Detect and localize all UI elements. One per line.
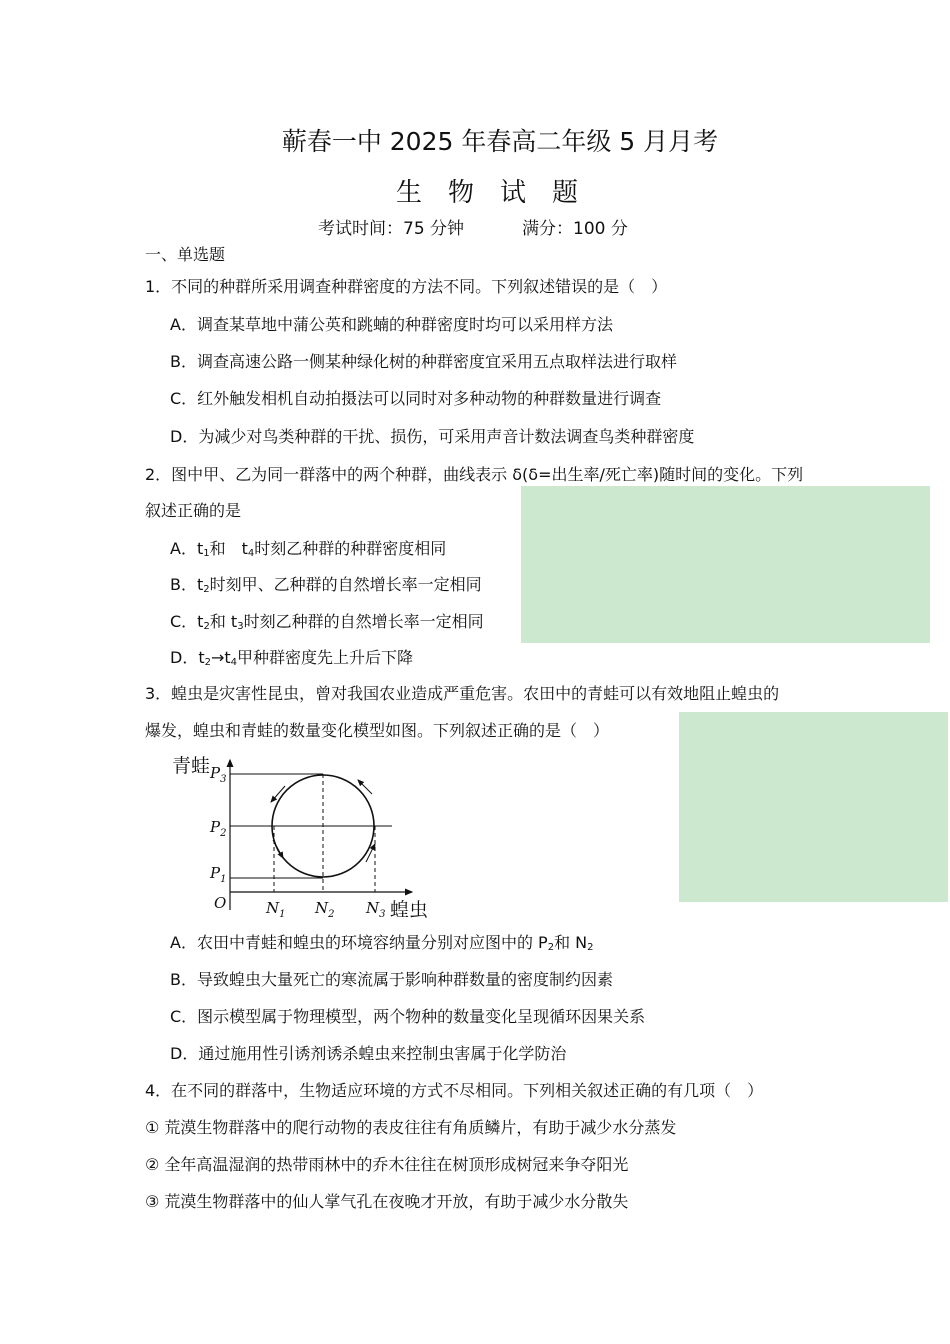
n3-label: $N_3$ [366,899,386,920]
q2-option-b: B．$t_2$时刻甲、乙种群的自然增长率一定相同 [170,575,482,595]
q3-figure-placeholder [679,712,948,902]
q2-option-a: A．$t_1$和 $t_4$时刻乙种群的种群密度相同 [170,539,447,559]
exam-title: 蕲春一中 2025 年春高二年级 5 月月考 [281,127,719,156]
q4-item-2: ② 全年高温湿润的热带雨林中的乔木往往在树顶形成树冠来争夺阳光 [145,1155,629,1174]
p2-label: $P_2$ [210,818,227,839]
q2-figure-placeholder [521,486,930,643]
arrow-bottom-right [366,844,375,862]
q1-option-c: C．红外触发相机自动拍摄法可以同时对多种动物的种群数量进行调查 [170,389,662,408]
n1-label: $N_1$ [266,899,286,920]
q4-item-1: ① 荒漠生物群落中的爬行动物的表皮往往有角质鳞片，有助于减少水分蒸发 [145,1118,677,1137]
q4-stem: 4．在不同的群落中，生物适应环境的方式不尽相同。下列相关叙述正确的有几项（ ） [145,1081,764,1100]
subject-title: 生物试题 [395,178,604,208]
predator-prey-diagram [170,748,440,923]
q4-item-3: ③ 荒漠生物群落中的仙人掌气孔在夜晚才开放，有助于减少水分散失 [145,1192,629,1211]
q3-option-a: A．农田中青蛙和蝗虫的环境容纳量分别对应图中的 $P_2$和 $N_2$ [170,933,594,953]
q1-option-a: A．调查某草地中蒲公英和跳蝻的种群密度时均可以采用样方法 [170,315,613,334]
q3-stem-line1: 3．蝗虫是灾害性昆虫，曾对我国农业造成严重危害。农田中的青蛙可以有效地阻止蝗虫的 [145,684,780,703]
q3-option-c: C．图示模型属于物理模型，两个物种的数量变化呈现循环因果关系 [170,1007,646,1026]
n2-label: $N_2$ [315,899,335,920]
p1-label: $P_1$ [210,864,227,885]
q3-option-b: B．导致蝗虫大量死亡的寒流属于影响种群数量的密度制约因素 [170,970,613,989]
x-axis-label: 蝗虫 [390,899,429,921]
exam-meta [318,214,628,239]
q2-option-c: C．$t_2$和 $t_3$时刻乙种群的自然增长率一定相同 [170,612,484,632]
q3-stem-line2: 爆发，蝗虫和青蛙的数量变化模型如图。下列叙述正确的是（ ） [145,721,610,740]
q1-stem: 1．不同的种群所采用调查种群密度的方法不同。下列叙述错误的是（ ） [145,277,668,296]
q1-option-d: D．为减少对鸟类种群的干扰、损伤，可采用声音计数法调查鸟类种群密度 [170,427,695,446]
exam-time: 考试时间：75 分钟 [318,219,465,239]
q2-stem-line1: 2．图中甲、乙为同一群落中的两个种群，曲线表示 δ(δ=出生率/死亡率)随时间的变化。下列 [145,465,804,484]
q2-option-d: D．$t_2\to t_4$甲种群密度先上升后下降 [170,648,414,668]
p3-label: $P_3$ [210,764,227,785]
section-title: 一、单选题 [145,245,226,264]
q1-option-b: B．调查高速公路一侧某种绿化树的种群密度宜采用五点取样法进行取样 [170,352,677,371]
origin-label: O [214,894,227,912]
q3-option-d: D．通过施用性引诱剂诱杀蝗虫来控制虫害属于化学防治 [170,1044,567,1063]
y-axis-label: 青蛙 [172,755,211,777]
q2-stem-line2: 叙述正确的是 [145,501,242,520]
full-score: 满分：100 分 [522,219,628,239]
